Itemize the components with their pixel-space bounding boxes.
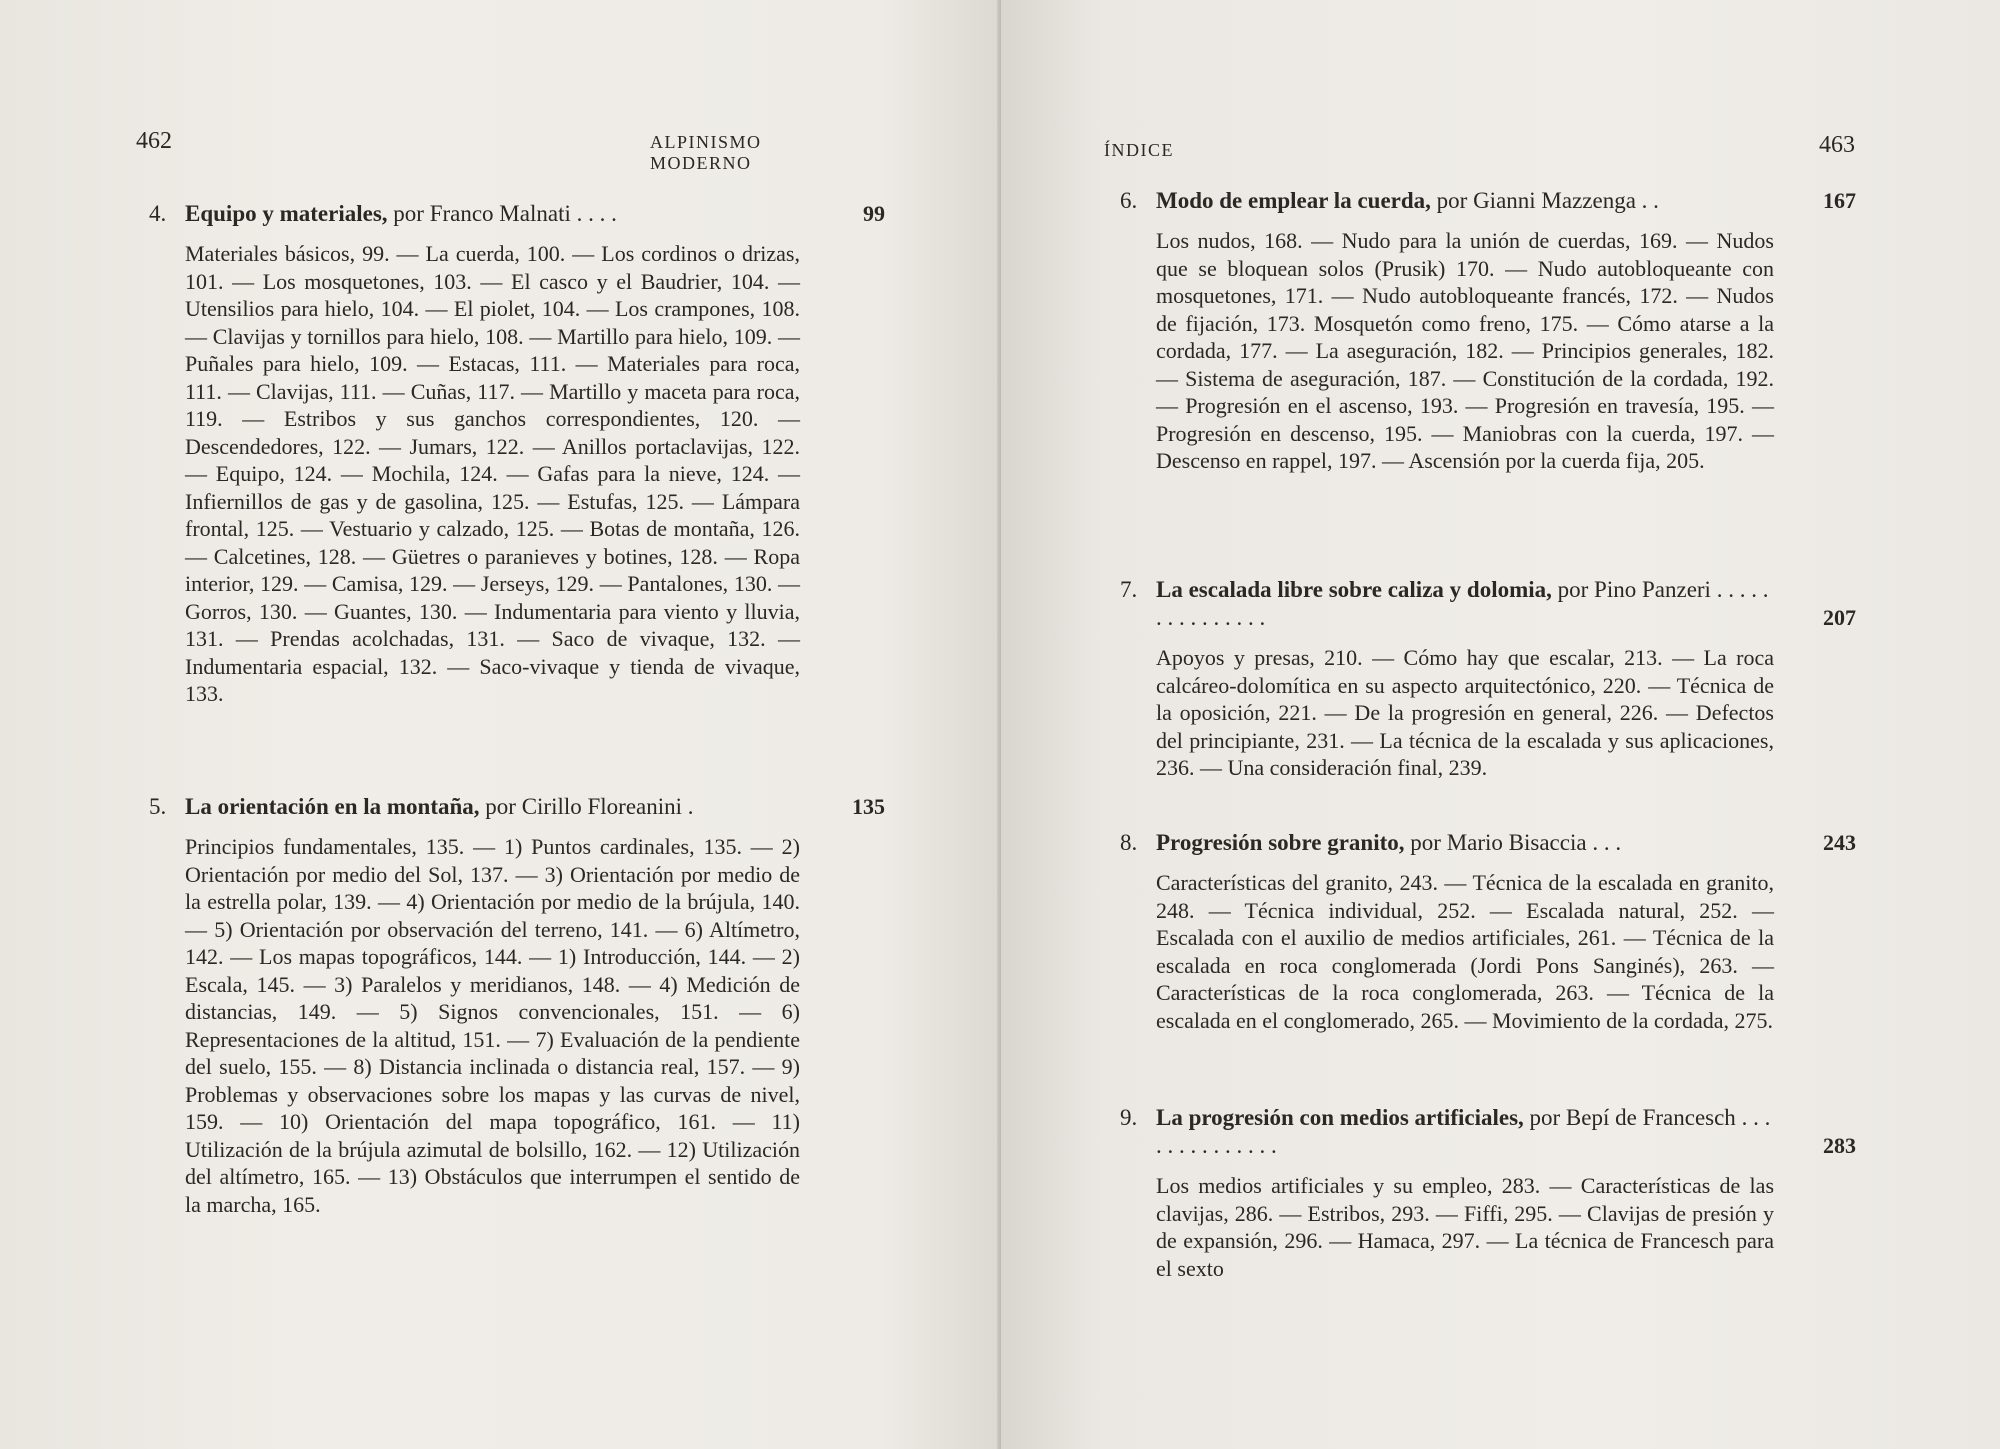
toc-entry-9 (1120, 1104, 1856, 1282)
entry-number: 5. (149, 794, 167, 819)
entry-heading (1120, 829, 1856, 857)
entry-page: 243 (1823, 830, 1856, 855)
entry-heading (1120, 187, 1856, 215)
entry-title: La escalada libre sobre caliza y dolomia, (1156, 577, 1552, 602)
toc-entry-7 (1120, 576, 1856, 782)
page-number-right: 463 (1819, 132, 1855, 158)
entry-page: 283 (1823, 1133, 1856, 1158)
entry-contents: Características del granito, 243. — Técnica de la escalada en granito, 248. — Técnica individual, 252. — Escalada natural, 252. — Escalada con el auxilio de medios artificiales, 261. — Técnica de la escalada en roca conglomerada (Jordi Pons Sanginés), 263. — Características de la roca conglomerada, 263. — Técnica de la escalada en el conglomerado, 265. — Movimiento de la cordada, 275. (1156, 870, 1774, 1033)
running-head-right: ÍNDICE (1104, 140, 1174, 160)
entry-leaders: . . (1635, 188, 1659, 213)
entry-contents: Los medios artificiales y su empleo, 283. — Características de las clavijas, 286. — Estribos, 293. — Fiffi, 295. — Clavijas de presión y de expansión, 296. — Hamaca, 297. — La técnica de Francesch para el sexto (1156, 1173, 1774, 1281)
entry-number: 9. (1120, 1105, 1138, 1130)
entry-page: 167 (1823, 188, 1856, 213)
entry-leaders: . (682, 794, 694, 819)
entry-leaders: . . . . (570, 201, 617, 226)
entry-leaders: . . . . . . . . . . . . . . (1156, 1105, 1771, 1158)
entry-title: La orientación en la montaña, (185, 794, 480, 819)
entry-author: por Pino Panzeri (1557, 577, 1711, 602)
toc-entry-6 (1120, 187, 1856, 475)
entry-page: 99 (863, 201, 885, 226)
toc-entry-8 (1120, 829, 1856, 1034)
entry-contents: Principios fundamentales, 135. — 1) Puntos cardinales, 135. — 2) Orientación por medio del Sol, 137. — 3) Orientación por medio de la estrella polar, 139. — 4) Orientación por medio de la brújula, 140. — 5) Orientación por observación del terreno, 141. — 6) Altímetro, 142. — Los mapas topográficos, 144. — 1) Introducción, 144. — 2) Escala, 145. — 3) Paralelos y meridianos, 148. — 4) Medición de distancias, 149. — 5) Signos convencionales, 151. — 6) Representaciones de la altitud, 151. — 7) Evaluación de la pendiente del suelo, 155. — 8) Distancia inclinada o distancia real, 157. — 9) Problemas y observaciones sobre los mapas y las curvas de nivel, 159. — 10) Orientación del mapa topográfico, 161. — 11) Utilización de la brújula azimutal de bolsillo, 162. — 12) Utilización del altímetro, 165. — 13) Obstáculos que interrumpen el sentido de la marcha, 165. (185, 834, 800, 1217)
entry-title: Progresión sobre granito, (1156, 830, 1405, 855)
entry-contents: Los nudos, 168. — Nudo para la unión de cuerdas, 169. — Nudos que se bloquean solos (Prusik) 170. — Nudo autobloqueante con mosquetones, 171. — Nudo autobloqueante francés, 172. — Nudos de fijación, 173. Mosquetón como freno, 175. — Cómo atarse a la cordada, 177. — La aseguración, 182. — Principios generales, 182. — Sistema de aseguración, 187. — Constitución de la cordada, 192. — Progresión en el ascenso, 193. — Progresión en travesía, 195. — Progresión en descenso, 195. — Maniobras con la cuerda, 197. — Descenso en rappel, 197. — Ascensión por la cuerda fija, 205. (1156, 228, 1774, 473)
entry-number: 8. (1120, 830, 1138, 855)
entry-leaders: . . . (1586, 830, 1622, 855)
entry-leaders: . . . . . . . . . . . . . . . (1156, 577, 1769, 630)
entry-heading (149, 793, 885, 821)
entry-title: La progresión con medios artificiales, (1156, 1105, 1524, 1130)
entry-number: 7. (1120, 577, 1138, 602)
entry-author: por Mario Bisaccia (1410, 830, 1587, 855)
entry-author: por Gianni Mazzenga (1436, 188, 1636, 213)
entry-author: por Cirillo Floreanini (485, 794, 683, 819)
toc-entry-4 (149, 200, 885, 708)
entry-contents: Materiales básicos, 99. — La cuerda, 100. — Los cordinos o drizas, 101. — Los mosquetones, 103. — El casco y el Baudrier, 104. — Utensilios para hielo, 104. — El piolet, 104. — Los crampones, 108. — Clavijas y tornillos para hielo, 108. — Martillo para hielo, 109. — Puñales para hielo, 109. — Estacas, 111. — Materiales para roca, 111. — Clavijas, 111. — Cuñas, 117. — Martillo y maceta para roca, 119. — Estribos y sus ganchos correspondientes, 120. — Descendedores, 122. — Jumars, 122. — Anillos portaclavijas, 122. — Equipo, 124. — Mochila, 124. — Gafas para la nieve, 124. — Infiernillos de gas y de gasolina, 125. — Estufas, 125. — Lámpara frontal, 125. — Vestuario y calzado, 125. — Botas de montaña, 126. — Calcetines, 128. — Güetres o paranieves y botines, 128. — Ropa interior, 129. — Camisa, 129. — Jerseys, 129. — Pantalones, 130. — Gorros, 130. — Guantes, 130. — Indumentaria para viento y lluvia, 131. — Prendas acolchadas, 131. — Saco de vivaque, 132. — Indumentaria espacial, 132. — Saco-vivaque y tienda de vivaque, 133. (185, 241, 800, 706)
entry-heading (149, 200, 885, 228)
entry-number: 4. (149, 201, 167, 226)
entry-page: 135 (852, 794, 885, 819)
entry-author: por Bepí de Francesch (1529, 1105, 1736, 1130)
right-page (1001, 0, 2000, 1449)
entry-heading (1120, 1104, 1856, 1160)
running-head-left: ALPINISMO MODERNO (650, 132, 762, 173)
entry-heading (1120, 576, 1856, 632)
toc-entry-5 (149, 793, 885, 1218)
entry-title: Modo de emplear la cuerda, (1156, 188, 1431, 213)
entry-author: por Franco Malnati (393, 201, 571, 226)
entry-number: 6. (1120, 188, 1138, 213)
page-number-left: 462 (136, 128, 172, 154)
entry-page: 207 (1823, 605, 1856, 630)
entry-contents: Apoyos y presas, 210. — Cómo hay que escalar, 213. — La roca calcáreo-dolomítica en su aspecto arquitectónico, 220. — Técnica de la oposición, 221. — De la progresión en general, 226. — Defectos del principiante, 231. — La técnica de la escalada y sus aplicaciones, 236. — Una consideración final, 239. (1156, 645, 1774, 780)
entry-title: Equipo y materiales, (185, 201, 388, 226)
